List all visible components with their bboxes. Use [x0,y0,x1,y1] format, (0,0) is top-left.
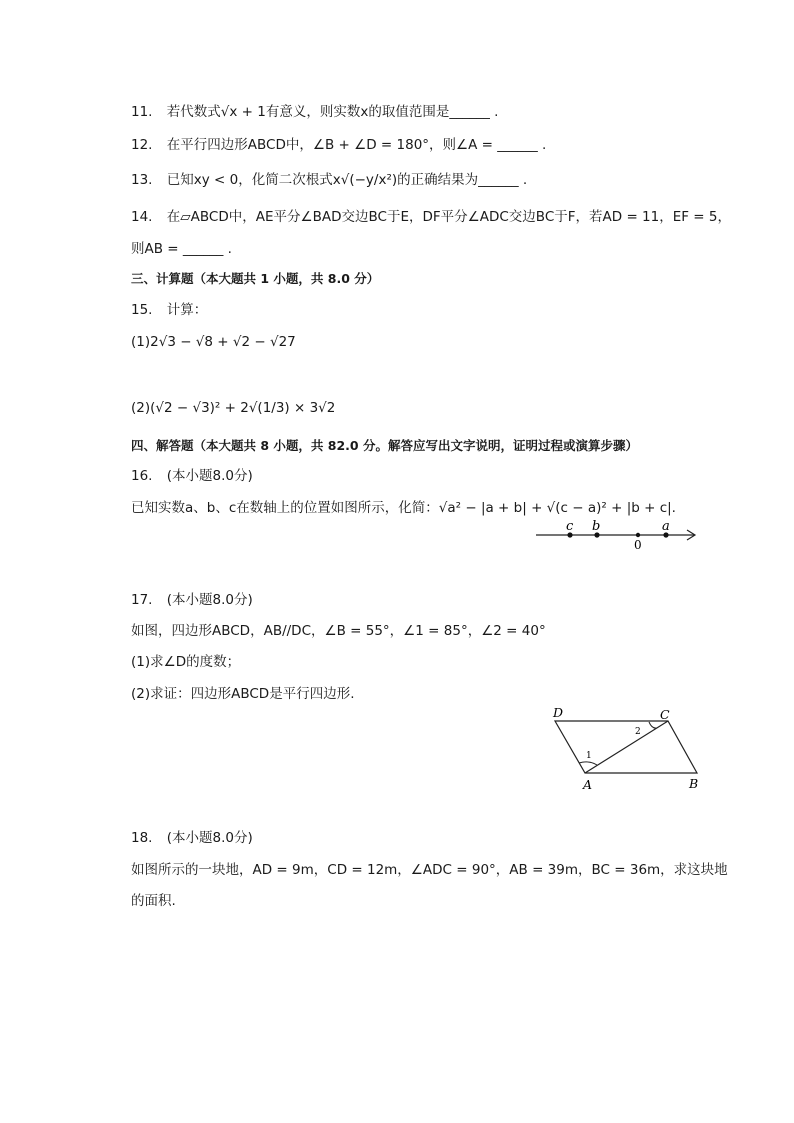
question-14-continued [131,239,232,259]
question-18-continued: 的面积. [131,893,176,909]
question-number: 16. [131,468,153,484]
question-17-part-2: (2)求证：四边形ABCD是平行四边形. [131,686,355,702]
question-12 [131,135,546,155]
question-number: 12. [131,137,153,153]
question-15-part-2: (2)(√2 − √3)² + 2√(1/3) × 3√2 [131,400,336,416]
question-text: 在▱ABCD中，AE平分∠BAD交边BC于E，DF平分∠ADC交边BC于F，若AD = 11，EF = 5， [166,209,731,225]
question-text: 计算： [166,302,208,318]
question-text: 则AB = ______ . [131,241,232,257]
vertex-label-c: C [660,707,670,722]
axis-label-zero: 0 [634,538,642,552]
number-line-figure [530,515,705,555]
vertex-label-d: D [553,705,564,720]
question-score: (本小题8.0分) [166,468,253,484]
question-number: 14. [131,209,153,225]
question-score: (本小题8.0分) [166,592,253,608]
question-text: 若代数式√x + 1有意义，则实数x的取值范围是______ . [166,104,499,120]
section-title: 四、解答题（本大题共 8 小题，共 82.0 分。解答应写出文字说明，证明过程或演算步骤） [131,438,638,453]
axis-label-b: b [592,519,601,534]
question-number: 13. [131,172,153,188]
question-score: (本小题8.0分) [166,830,253,846]
question-14 [131,207,731,227]
question-text: 在平行四边形ABCD中，∠B + ∠D = 180°，则∠A = ______ . [166,137,547,153]
question-15-part-1: (1)2√3 − √8 + √2 − √27 [131,334,296,350]
question-text: 已知xy < 0，化简二次根式x√(−y/x²)的正确结果为______ . [166,172,528,188]
axis-label-a: a [662,519,670,534]
question-18-header [131,828,253,848]
question-15 [131,300,207,320]
question-17: 如图，四边形ABCD，AB//DC，∠B = 55°，∠1 = 85°，∠2 = 40° [131,623,546,639]
question-11 [131,102,498,122]
axis-label-c: c [566,519,574,534]
question-16-header [131,466,253,486]
section-title: 三、计算题（本大题共 1 小题，共 8.0 分） [131,271,380,286]
vertex-label-b: B [689,776,699,791]
parallelogram-figure [545,702,710,797]
question-13 [131,170,527,190]
question-17-header [131,590,253,610]
question-number: 18. [131,830,153,846]
question-number: 17. [131,592,153,608]
angle-label-1: 1 [586,751,592,761]
angle-label-2: 2 [635,727,641,737]
question-16: 已知实数a、b、c在数轴上的位置如图所示，化简：√a² − |a + b| + √(c − a)² + |b + c|. [131,500,676,516]
question-17-part-1: (1)求∠D的度数； [131,654,241,670]
question-18: 如图所示的一块地，AD = 9m，CD = 12m，∠ADC = 90°，AB = 39m，BC = 36m，求这块地 [131,862,728,878]
vertex-label-a: A [583,777,593,792]
question-number: 11. [131,104,153,120]
question-number: 15. [131,302,153,318]
